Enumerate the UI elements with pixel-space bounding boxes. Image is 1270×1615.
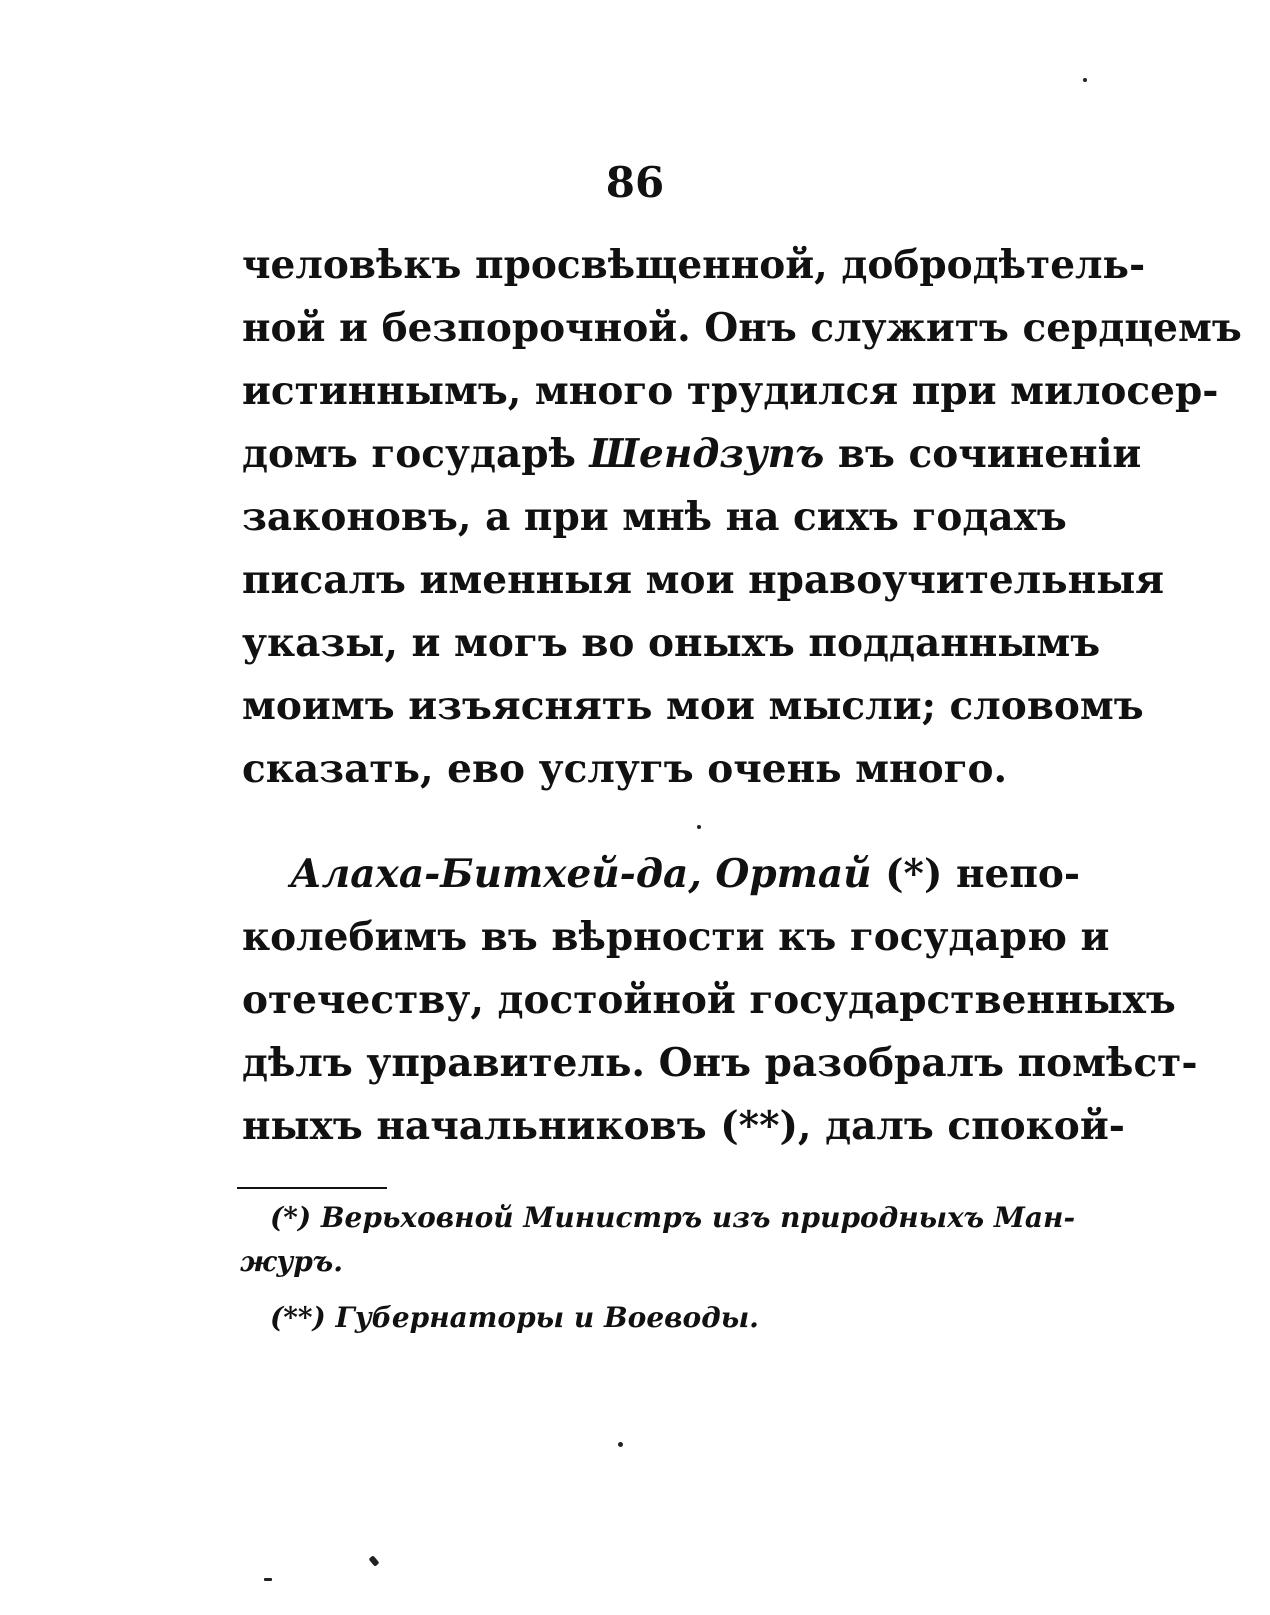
footnote-divider [237,1187,387,1189]
page-number: 86 [605,158,665,207]
text-line: колебимъ въ вѣрности къ государю и [242,914,1110,960]
text-line: дѣлъ управитель. Онъ разобралъ помѣст- [242,1040,1198,1086]
print-speck [368,1555,379,1567]
text-line: человѣкъ просвѣщенной, добродѣтель- [242,242,1146,288]
footnote-2: (**) Губернаторы и Воеводы. [270,1301,759,1334]
text-line [242,843,1081,906]
text-line: моимъ изъяснять мои мысли; словомъ [242,683,1144,729]
text-segment: въ сочиненіи [824,431,1142,477]
paragraph-2 [242,843,1198,1158]
footnotes [240,1196,1076,1340]
emphasized-name: Шендзупъ [589,431,825,477]
paragraph-1 [242,234,1242,801]
footnote-1: (*) Верьховной Министръ изъ природныхъ Ман- [270,1201,1076,1234]
text-line: истиннымъ, много трудился при милосер- [242,368,1219,414]
print-speck [697,825,701,829]
text-segment: (*) непо- [871,851,1081,897]
text-line: законовъ, а при мнѣ на сихъ годахъ [242,494,1067,540]
text-line: сказать, ево услугъ очень много. [242,746,1008,792]
text-line: указы, и могъ во оныхъ подданнымъ [242,620,1101,666]
text-line: ныхъ начальниковъ (**), далъ спокой- [242,1103,1125,1149]
text-line: писалъ именныя мои нравоучительныя [242,557,1165,603]
print-speck [264,1578,272,1581]
print-speck [1083,78,1087,82]
footnote-1-continuation: журъ. [240,1245,343,1278]
print-speck [618,1442,623,1447]
text-line: отечеству, достойной государственныхъ [242,977,1176,1023]
text-segment: домъ государѣ [242,431,590,477]
text-line [242,423,1142,486]
emphasized-name: Алаха-Битхей-да, Ортай [290,851,872,897]
text-line: ной и безпорочной. Онъ служитъ сердцемъ [242,305,1242,351]
